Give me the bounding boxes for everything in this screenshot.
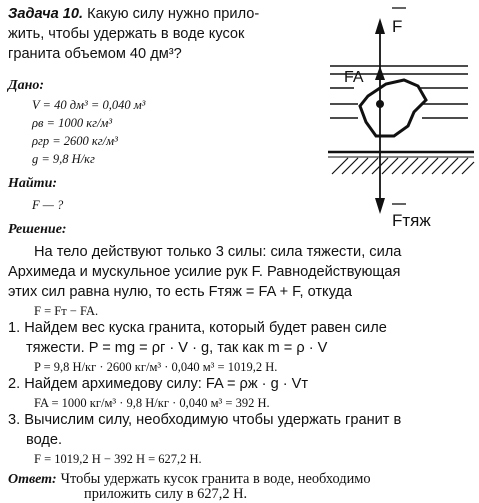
find-header: Найти:: [8, 176, 58, 191]
label-f: F: [392, 17, 403, 36]
answer-header: Ответ:: [8, 472, 57, 487]
step-1-formula: P = 9,8 Н/кг · 2600 кг/м³ · 0,040 м³ = 1019,2 Н.: [34, 360, 278, 374]
label-fgravity: Fтяж: [392, 211, 431, 230]
step-2-line-1: 2. Найдем архимедову силу: FA = ρж · g · Vт: [8, 376, 309, 392]
given-water-density: ρв = 1000 кг/м³: [32, 116, 113, 130]
given-gravity: g = 9,8 Н/кг: [32, 152, 95, 166]
given-granite-density: ρгр = 2600 кг/м³: [32, 134, 118, 148]
step-3-line-1: 3. Вычислим силу, необходимую чтобы удержать гранит в: [8, 412, 402, 428]
find-item: F — ?: [32, 198, 64, 212]
arrow-up-icon: [375, 18, 385, 34]
problem-text-1: Какую силу нужно прило-: [87, 6, 260, 22]
problem-line-1: [8, 6, 259, 22]
solution-intro-3: этих сил равна нулю, то есть Fтяж = FA + F, откуда: [8, 284, 353, 300]
formula-resultant: F = Fт − FA.: [34, 304, 99, 318]
step-1-line-2: тяжести. P = mg = ρг · V · g, так как m = ρ · V: [26, 340, 328, 356]
forces-diagram: [328, 0, 478, 240]
step-1-line-1: 1. Найдем вес куска гранита, который будет равен силе: [8, 320, 387, 336]
problem-line-2: жить, чтобы удержать в воде кусок: [8, 26, 245, 42]
arrow-archimedes-icon: [375, 66, 385, 80]
given-header: Дано:: [8, 78, 44, 93]
ground: [328, 152, 474, 174]
given-volume: V = 40 дм³ = 0,040 м³: [32, 98, 146, 112]
answer-text-1: Чтобы удержать кусок гранита в воде, необходимо: [60, 471, 371, 487]
solution-intro-1: На тело действуют только 3 силы: сила тяжести, сила: [34, 244, 402, 260]
answer-line-2: приложить силу в 627,2 Н.: [84, 486, 248, 502]
granite-piece: [360, 80, 426, 136]
problem-line-3: гранита объемом 40 дм³?: [8, 46, 182, 62]
solution-intro-2: Архимеда и мускульное усилие рук F. Равнодействующая: [8, 264, 401, 280]
problem-label: Задача 10.: [8, 6, 84, 22]
step-2-formula: FA = 1000 кг/м³ · 9,8 Н/кг · 0,040 м³ = 392 Н.: [34, 396, 270, 410]
solution-header: Решение:: [8, 222, 67, 237]
center-point: [376, 100, 384, 108]
arrow-down-icon: [375, 198, 385, 214]
step-3-formula: F = 1019,2 Н − 392 Н = 627,2 Н.: [34, 452, 202, 466]
label-fa: FA: [344, 69, 364, 86]
step-3-line-2: воде.: [26, 432, 63, 448]
